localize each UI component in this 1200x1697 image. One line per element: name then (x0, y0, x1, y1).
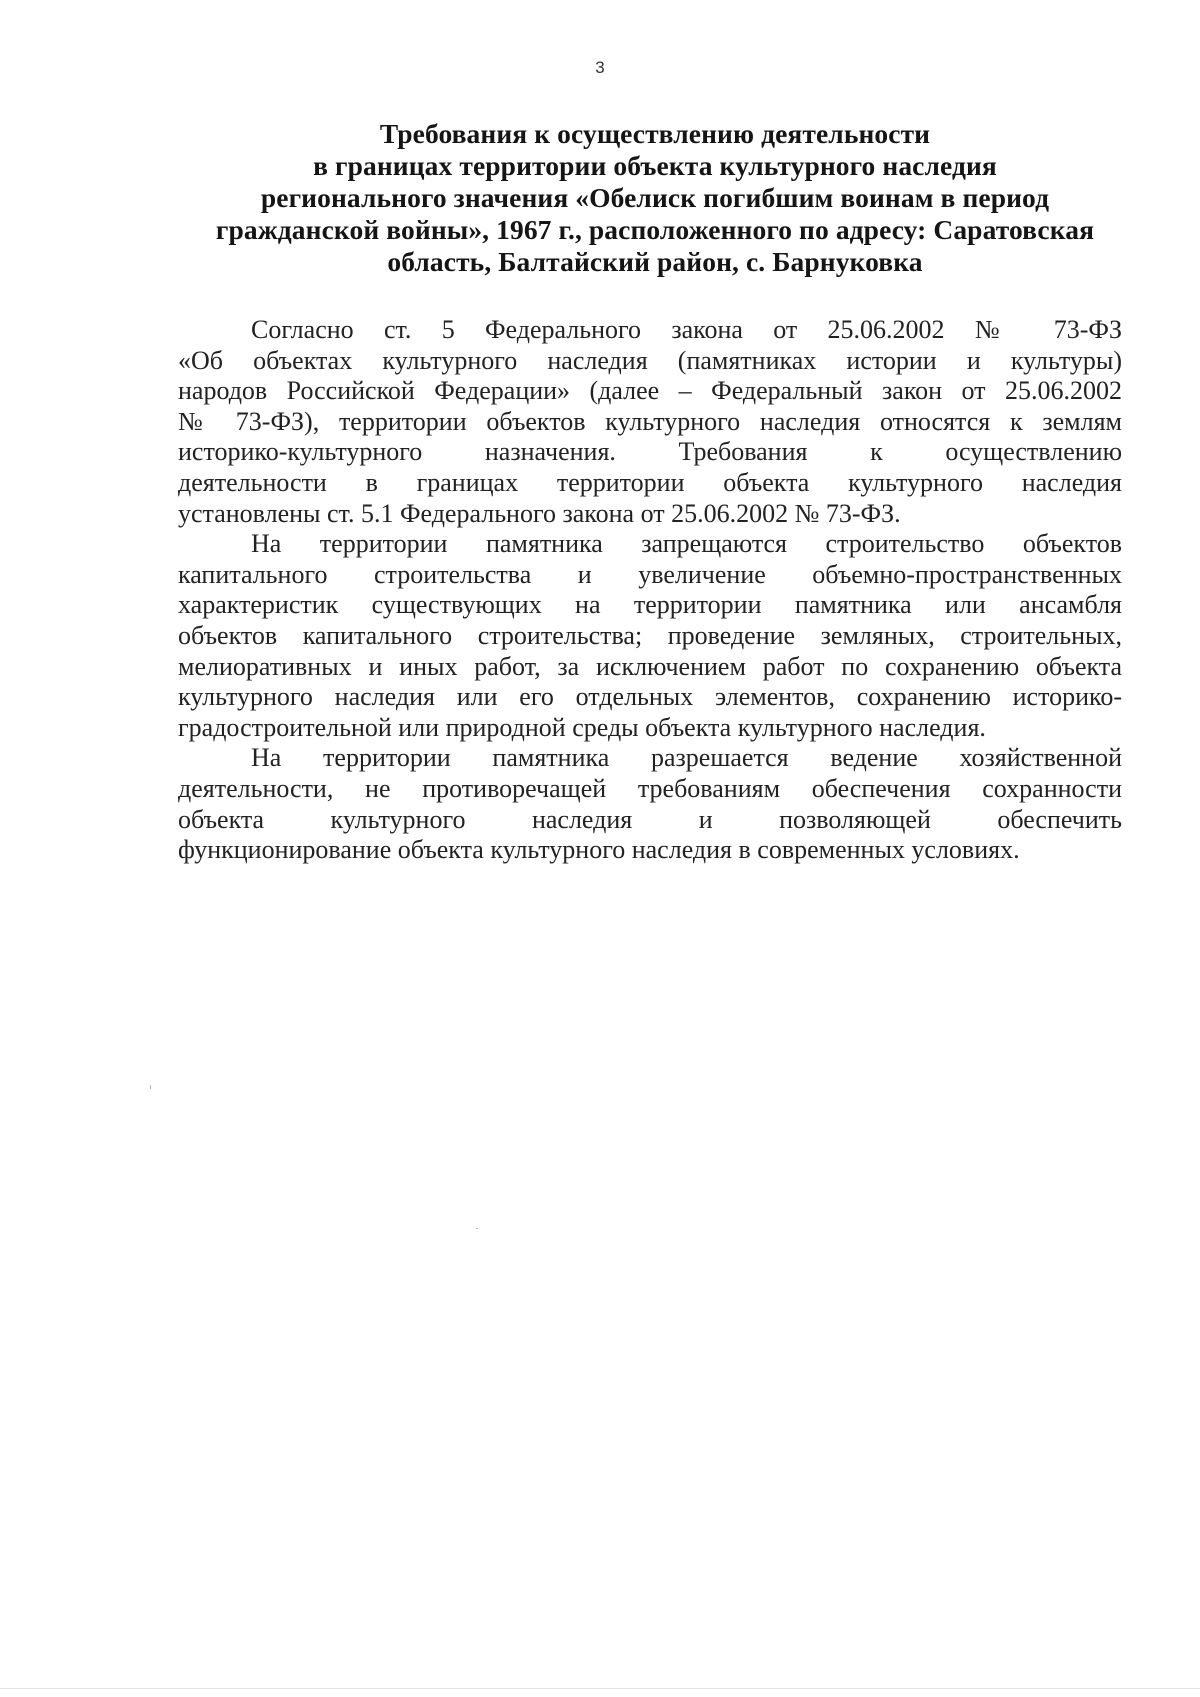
text-line: деятельности, не противоречащей требованиям обеспечения сохранности (178, 773, 1122, 803)
text-line: культурного наследия или его отдельных элементов, сохранению историко- (178, 682, 1122, 712)
page-number: 3 (595, 58, 605, 77)
text-line: Согласно ст. 5 Федерального закона от 25.06.2002 № 73-ФЗ (251, 315, 1122, 344)
text-line: № 73-ФЗ), территории объектов культурного наследия относятся к землям (178, 406, 1122, 436)
text-line: На территории памятника разрешается ведение хозяйственной (251, 743, 1122, 773)
title-line: в границах территории объекта культурного наследия (313, 150, 997, 181)
scan-artifact (150, 1085, 151, 1089)
text-line: историко-культурного назначения. Требования к осуществлению (178, 437, 1122, 467)
text-line: На территории памятника запрещаются строительство объектов (251, 529, 1122, 559)
text-line: градостроительной или природной среды объекта культурного наследия. (178, 712, 986, 742)
text-line: объектов капитального строительства; проведение земляных, строительных, (178, 620, 1122, 650)
title-line: гражданской войны», 1967 г., расположенного по адресу: Саратовская (215, 214, 1095, 245)
text-line: народов Российской Федерации» (далее – Федеральный закон от 25.06.2002 (178, 376, 1122, 406)
title-line: Требования к осуществлению деятельности (379, 118, 931, 149)
text-line: мелиоративных и иных работ, за исключением работ по сохранению объекта (178, 651, 1122, 681)
text-line: деятельности в границах территории объекта культурного наследия (178, 467, 1122, 497)
paragraph-3 (178, 743, 1122, 865)
text-line: установлены ст. 5.1 Федерального закона от 25.06.2002 № 73-ФЗ. (178, 498, 901, 528)
scan-artifact (476, 1228, 478, 1229)
paragraph-1 (178, 315, 1122, 529)
document-title (180, 118, 1130, 278)
title-line: область, Балтайский район, с. Барнуковка (387, 246, 923, 277)
text-line: характеристик существующих на территории памятника или ансамбля (178, 590, 1122, 620)
title-line: регионального значения «Обелиск погибшим воинам в период (260, 182, 1050, 213)
text-line: «Об объектах культурного наследия (памятниках истории и культуры) (178, 345, 1122, 375)
text-line: капитального строительства и увеличение объемно-пространственных (178, 559, 1122, 589)
text-line: объекта культурного наследия и позволяющей обеспечить (178, 804, 1122, 834)
paragraph-2 (178, 529, 1122, 743)
document-body (178, 315, 1122, 866)
text-line: функционирование объекта культурного наследия в современных условиях. (178, 835, 1020, 865)
scan-artifact (0, 1688, 1200, 1689)
